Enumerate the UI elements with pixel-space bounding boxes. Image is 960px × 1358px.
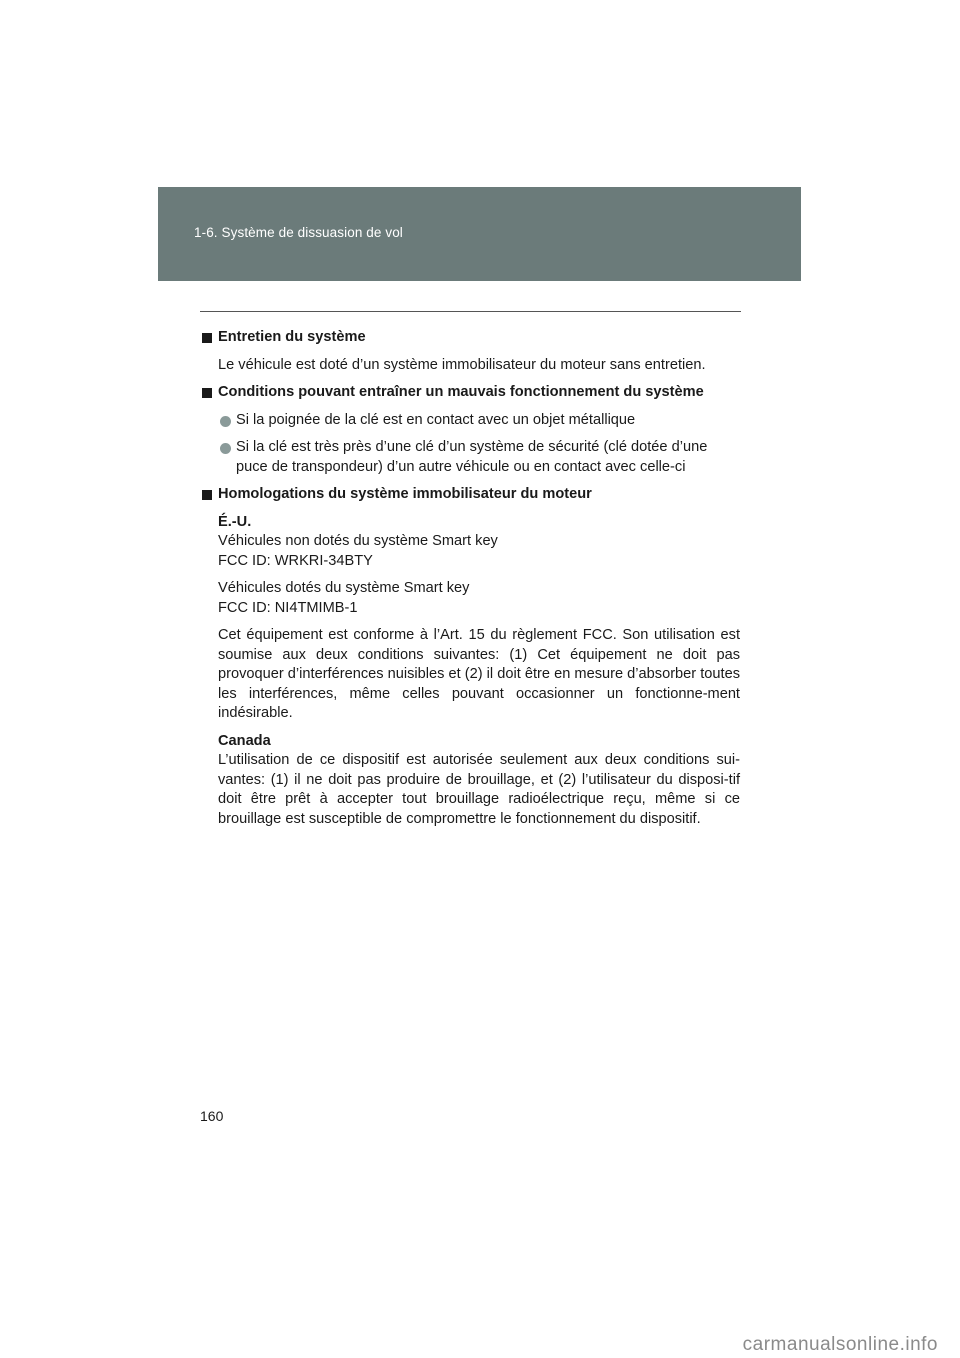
page-number: 160 — [200, 1108, 224, 1124]
list-item: Si la poignée de la clé est en contact avec un objet métallique — [200, 411, 740, 431]
square-bullet-icon — [202, 490, 212, 500]
section-title: 1-6. Système de dissuasion de vol — [194, 225, 403, 240]
canada-label: Canada — [218, 732, 271, 749]
list-item: Si la clé est très près d’une clé d’un système de sécurité (clé dotée d’une puce de transpondeur) d’un autre véhicule ou en contact avec celle-ci — [200, 438, 740, 477]
canada-text: L’utilisation de ce dispositif est autorisée seulement aux deux conditions sui-vantes: (1) il ne doit pas produire de brouillage, et (2) l’utilisateur du disposi-tif doit être prêt à accepter tout brouillage radioélectrique reçu, même si ce brouillage est susceptible de compromettre le fonctionnement du dispositif. — [218, 752, 740, 827]
maintenance-text: Le véhicule est doté d’un système immobilisateur du moteur sans entretien. — [218, 356, 706, 373]
circle-bullet-icon — [220, 443, 231, 454]
heading-malfunction-conditions: Conditions pouvant entraîner un mauvais fonctionnement du système — [200, 383, 740, 403]
divider-rule — [200, 311, 741, 312]
usa-fcc-id-2: FCC ID: NI4TMIMB-1 — [218, 599, 358, 616]
usa-fcc-id-1: FCC ID: WRKRI-34BTY — [218, 552, 373, 569]
section-header-band — [158, 187, 801, 281]
heading-immobilizer-approvals: Homologations du système immobilisateur du moteur — [200, 485, 740, 505]
usa-vehicles-without-smart-key: Véhicules non dotés du système Smart key — [218, 533, 498, 549]
fcc-compliance-text: Cet équipement est conforme à l’Art. 15 du règlement FCC. Son utilisation est soumise aux deux conditions suivantes: (1) Cet équipement ne doit pas provoquer d’interférences nuisibles et (2) il doit être en mesure d’absorber toutes les interférences, même celles pouvant occasionner un fonctionne-ment indésirable. — [218, 627, 740, 721]
smart-key-block — [218, 579, 740, 618]
vehicles-with-smart-key: Véhicules dotés du système Smart key — [218, 580, 470, 596]
main-content — [200, 328, 740, 837]
canada-block — [218, 732, 740, 830]
square-bullet-icon — [202, 333, 212, 343]
circle-bullet-icon — [220, 416, 231, 427]
usa-block — [218, 513, 740, 572]
watermark: carmanualsonline.info — [742, 1334, 938, 1355]
square-bullet-icon — [202, 388, 212, 398]
usa-label: É.-U. — [218, 513, 252, 530]
heading-system-maintenance: Entretien du système — [200, 328, 740, 348]
